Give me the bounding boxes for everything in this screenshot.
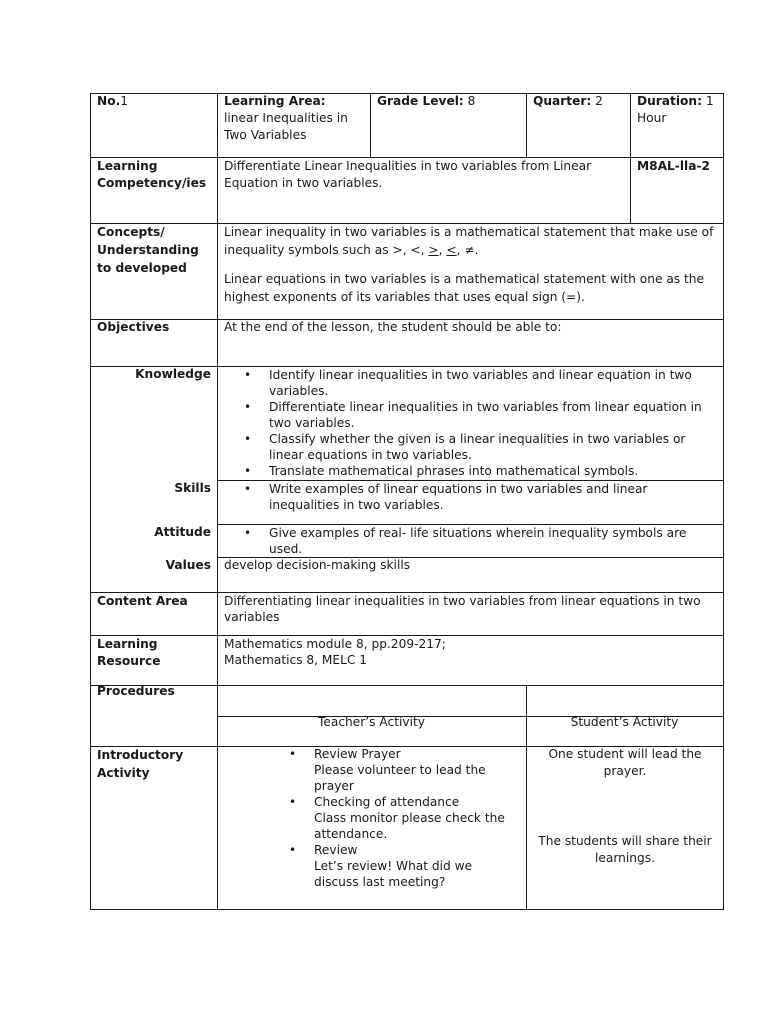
review-prayer-line: prayer <box>314 779 354 793</box>
concepts-label <box>97 223 215 277</box>
list-item: • Identify linear inequalities in two variables and linear equation in two variables. <box>269 367 721 399</box>
competency-text: Differentiate Linear Inequalities in two variables from Linear Equation in two variables. <box>224 159 592 190</box>
no-label: No. <box>97 94 121 108</box>
duration-unit: Hour <box>637 111 667 125</box>
grade-level-label: Grade Level: <box>377 94 464 108</box>
learning-area-label: Learning Area: <box>224 94 326 108</box>
competency-label-line-1: Learning <box>97 159 158 173</box>
knowledge-label: Knowledge <box>135 367 211 381</box>
list-item: • Classify whether the given is a linear inequalities in two variables or linear equations in two variables. <box>269 431 721 463</box>
concepts-label-line-1: Concepts/ <box>97 225 165 239</box>
introductory-label-line-1: Introductory <box>97 748 184 762</box>
objectives-text: At the end of the lesson, the student should be able to: <box>224 320 562 334</box>
concepts-paragraph-2: Linear equations in two variables is a mathematical statement with one as the highest exponents of its variables that uses equal sign (=). <box>224 272 705 304</box>
review-line: discuss last meeting? <box>314 875 446 889</box>
grade-level-cell <box>377 93 523 110</box>
skills-label: Skills <box>174 481 211 495</box>
list-item <box>314 746 520 794</box>
values-label: Values <box>165 558 211 572</box>
learning-resource-line-1: Mathematics module 8, pp.209-217; <box>224 637 446 651</box>
teacher-activity-list <box>314 746 520 890</box>
list-item: • Give examples of real- life situations wherein inequality symbols are used. <box>269 525 721 557</box>
grade-level-value: 8 <box>467 94 476 108</box>
duration-value: 1 <box>705 94 714 108</box>
attitude-list <box>269 525 721 557</box>
student-activity-header: Student’s Activity <box>570 715 679 729</box>
concepts-separator: , <box>438 243 447 257</box>
review-title: • Review <box>314 843 358 857</box>
list-item: • Write examples of linear equations in two variables and linear inequalities in two variables. <box>269 481 721 513</box>
learning-resource-text <box>224 636 720 668</box>
concepts-label-line-2: Understanding <box>97 243 199 257</box>
quarter-label: Quarter: <box>533 94 592 108</box>
attendance-line: attendance. <box>314 827 388 841</box>
skills-list <box>269 481 721 513</box>
review-prayer-line: Please volunteer to lead the <box>314 763 486 777</box>
attitude-label: Attitude <box>154 525 211 539</box>
duration-cell <box>637 93 723 127</box>
introductory-label-line-2: Activity <box>97 766 150 780</box>
knowledge-list <box>269 367 721 479</box>
concepts-label-line-3: to developed <box>97 261 187 275</box>
symbol-greater-equal: > <box>428 243 439 257</box>
content-area-text: Differentiating linear inequalities in two variables from linear equations in two variables <box>224 594 701 624</box>
competency-code: M8AL-lla-2 <box>637 159 710 173</box>
competency-label <box>97 158 215 192</box>
quarter-value: 2 <box>595 94 603 108</box>
teacher-activity-header: Teacher’s Activity <box>318 715 425 729</box>
list-item <box>314 842 520 890</box>
attendance-title: • Checking of attendance <box>314 795 460 809</box>
introductory-activity-label <box>97 746 215 782</box>
learning-area-value: linear Inequalities in Two Variables <box>224 111 348 142</box>
list-item <box>314 794 520 842</box>
duration-label: Duration: <box>637 94 702 108</box>
objectives-label: Objectives <box>97 320 170 334</box>
learning-resource-line-2: Mathematics 8, MELC 1 <box>224 653 368 667</box>
learning-area-cell <box>224 93 366 144</box>
concepts-para1-end: , ≠. <box>456 243 479 257</box>
procedures-label: Procedures <box>97 684 175 698</box>
competency-label-line-2: Competency/ies <box>97 176 207 190</box>
concepts-paragraph-1 <box>224 223 720 259</box>
list-item: • Differentiate linear inequalities in two variables from linear equation in two variables. <box>269 399 721 431</box>
learning-resource-label-line-2: Resource <box>97 654 161 668</box>
student-activity-1: One student will lead the prayer. <box>548 747 702 778</box>
attendance-line: Class monitor please check the <box>314 811 505 825</box>
quarter-cell <box>533 93 628 110</box>
learning-resource-label-line-1: Learning <box>97 637 158 651</box>
concepts-para1-text: Linear inequality in two variables is a mathematical statement that make use of inequality symbols such as >, <, <box>224 225 714 257</box>
values-text: develop decision-making skills <box>224 558 411 572</box>
content-area-label: Content Area <box>97 594 188 608</box>
review-line: Let’s review! What did we <box>314 859 473 873</box>
no-cell <box>97 93 215 110</box>
review-prayer-title: • Review Prayer <box>314 747 401 761</box>
learning-resource-label <box>97 636 215 670</box>
symbol-less-equal: < <box>446 243 457 257</box>
student-activity-2: The students will share their learnings. <box>538 834 712 865</box>
list-item: • Translate mathematical phrases into mathematical symbols. <box>269 463 721 479</box>
no-value: 1 <box>120 94 128 108</box>
